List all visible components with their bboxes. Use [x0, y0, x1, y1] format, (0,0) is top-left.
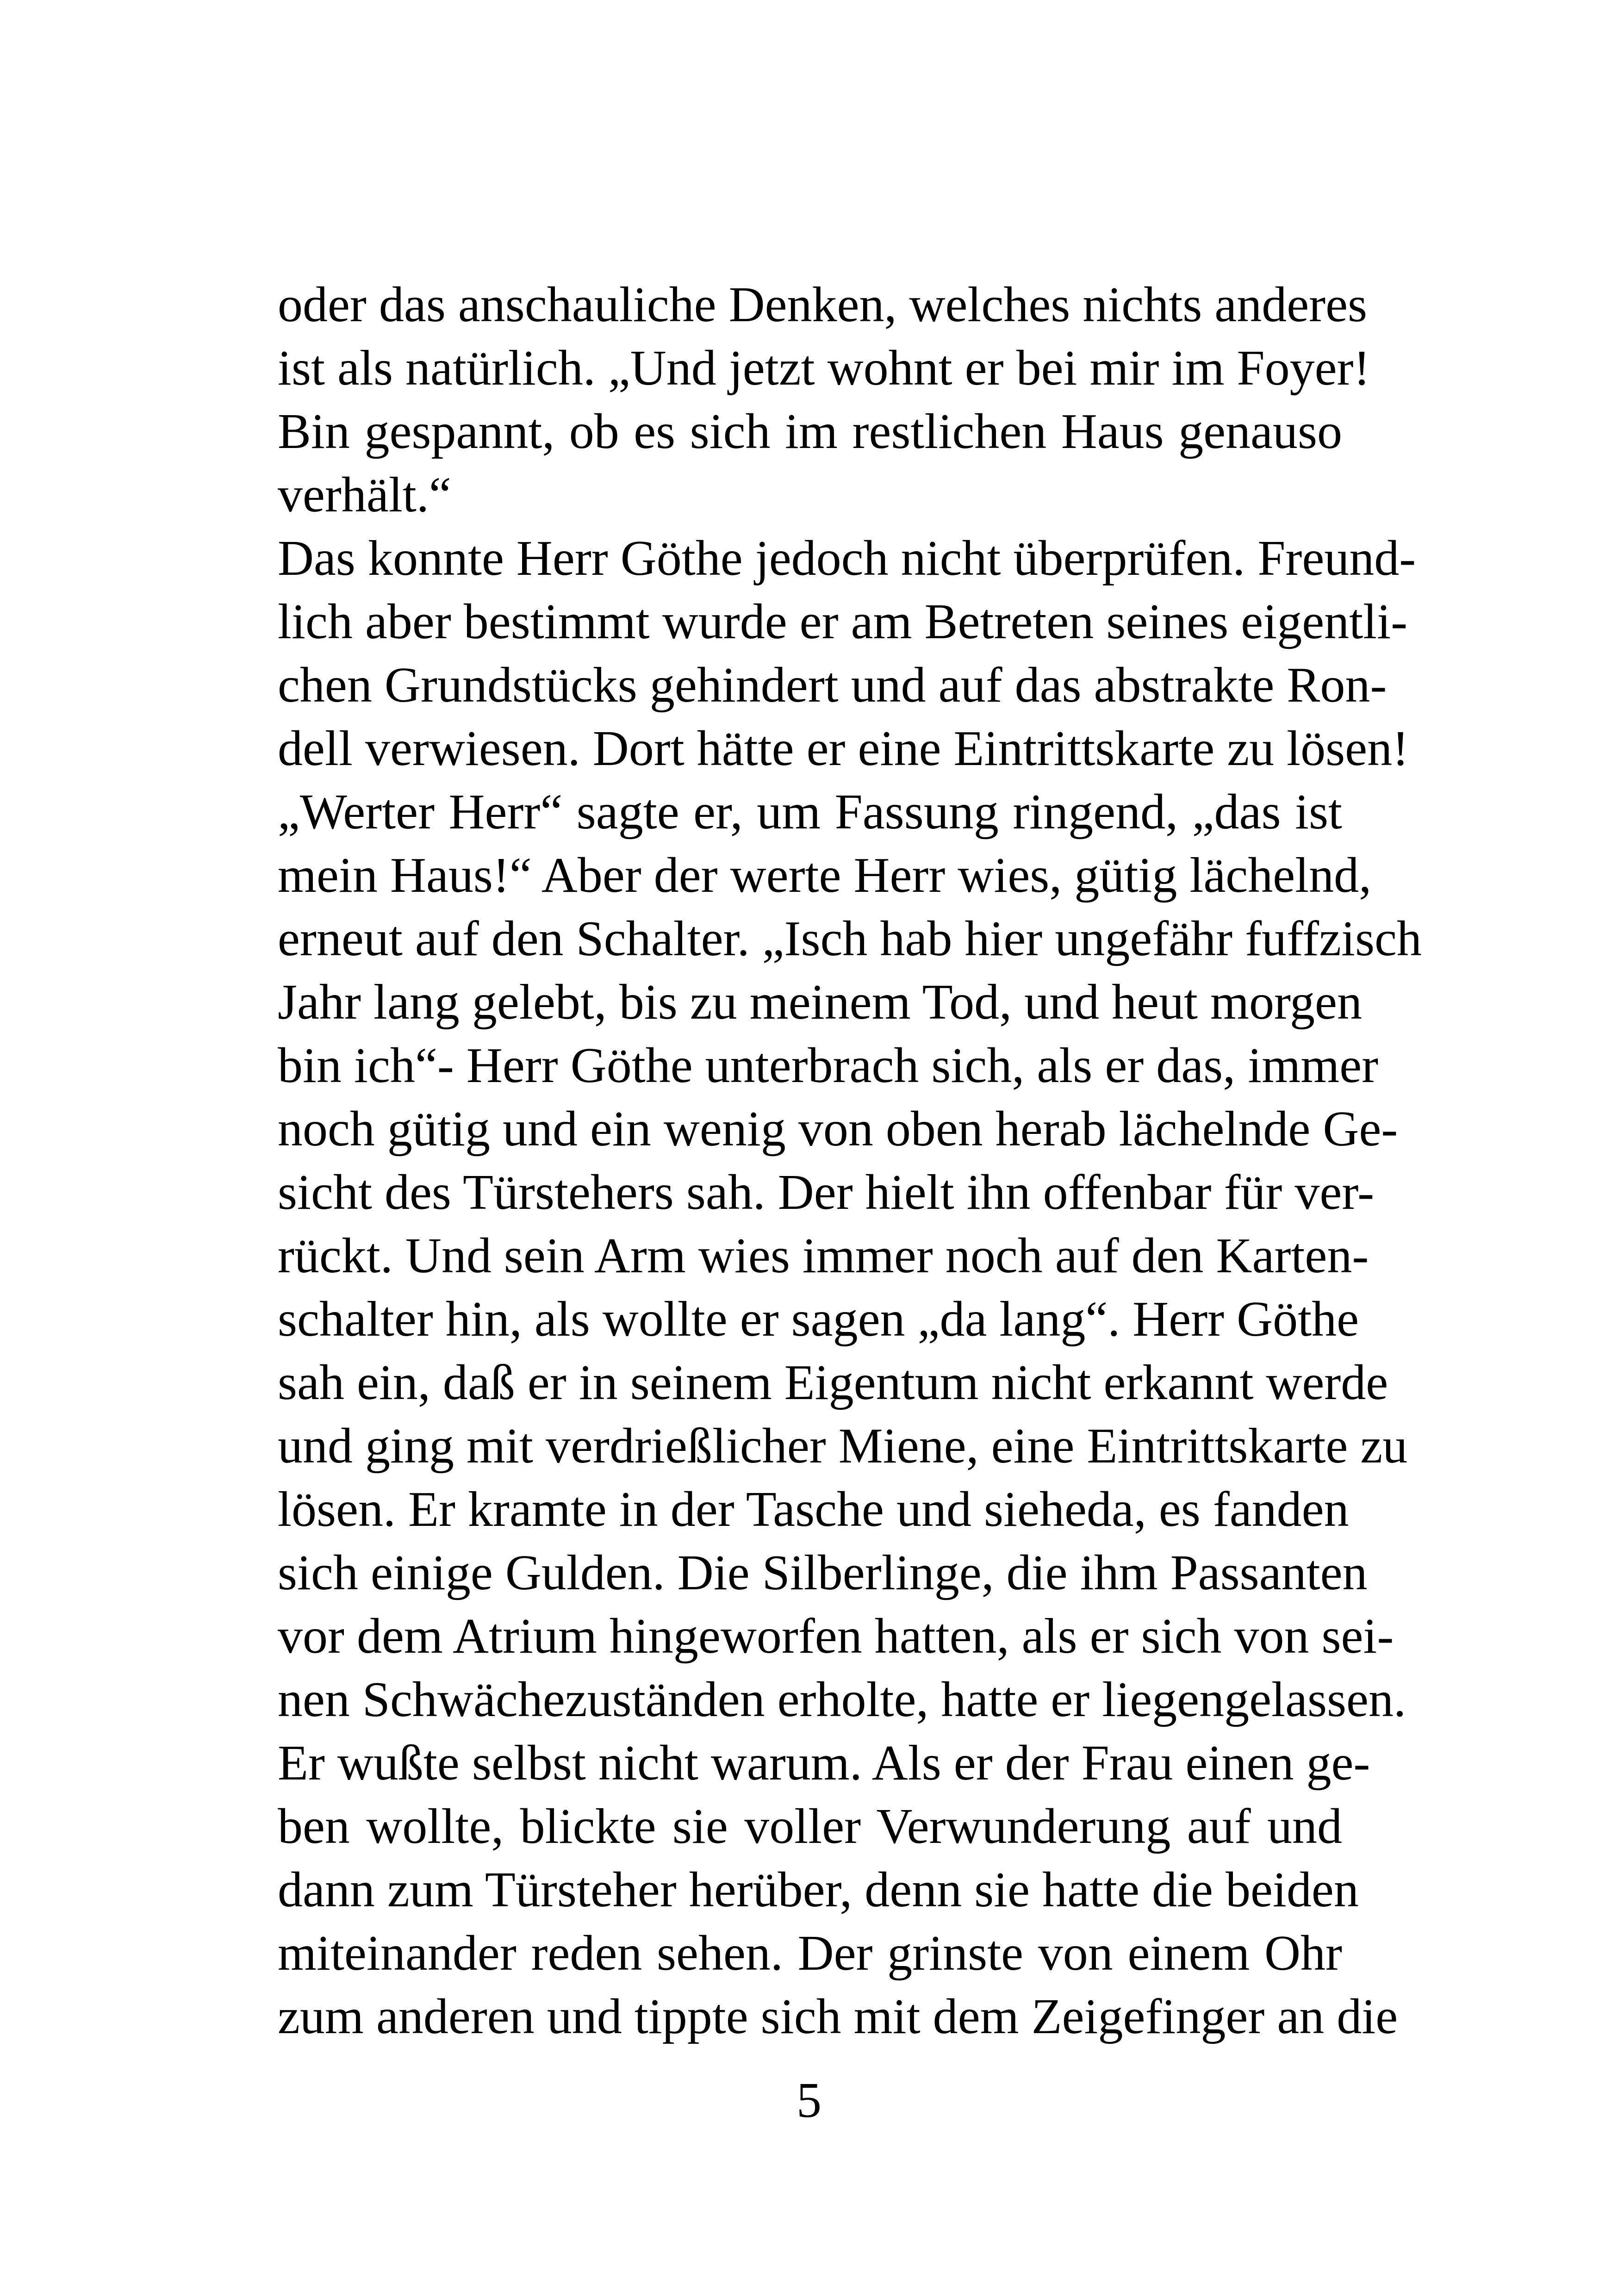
page-number: 5: [797, 2073, 821, 2128]
text-line: verhält.“: [278, 467, 451, 523]
text-line: Bin gespannt, ob es sich im restlichen Haus genauso: [278, 404, 1342, 459]
text-line: Er wußte selbst nicht warum. Als er der Frau einen ge-: [278, 1736, 1370, 1791]
text-line: lich aber bestimmt wurde er am Betreten seines eigentli-: [278, 594, 1408, 649]
text-line: Jahr lang gelebt, bis zu meinem Tod, und heut morgen: [278, 975, 1362, 1030]
text-line: noch gütig und ein wenig von oben herab lächelnde Ge-: [278, 1101, 1398, 1157]
text-line: dell verwiesen. Dort hätte er eine Eintrittskarte zu lösen!: [278, 721, 1409, 776]
text-line: schalter hin, als wollte er sagen „da lang“. Herr Göthe: [278, 1292, 1359, 1347]
text-line: bin ich“- Herr Göthe unterbrach sich, als er das, immer: [278, 1038, 1379, 1093]
text-line: oder das anschauliche Denken, welches nichts anderes: [278, 277, 1368, 332]
text-line: nen Schwächezuständen erholte, hatte er liegengelassen.: [278, 1672, 1406, 1727]
text-line: und ging mit verdrießlicher Miene, eine Eintrittskarte zu: [278, 1419, 1408, 1474]
text-line: chen Grundstücks gehindert und auf das abstrakte Ron-: [278, 658, 1387, 713]
text-line: zum anderen und tippte sich mit dem Zeigefinger an die: [278, 1989, 1398, 2044]
text-line: erneut auf den Schalter. „Isch hab hier ungefähr fuffzisch: [278, 911, 1422, 966]
text-line: Das konnte Herr Göthe jedoch nicht überprüfen. Freund-: [278, 531, 1416, 586]
text-line: vor dem Atrium hingeworfen hatten, als er sich von sei-: [278, 1609, 1394, 1664]
text-line: lösen. Er kramte in der Tasche und sieheda, es fanden: [278, 1482, 1349, 1537]
text-line: ist als natürlich. „Und jetzt wohnt er bei mir im Foyer!: [278, 341, 1370, 396]
text-line: rückt. Und sein Arm wies immer noch auf den Karten-: [278, 1228, 1369, 1283]
body-text: [278, 273, 1422, 2048]
text-line: mein Haus!“ Aber der werte Herr wies, gütig lächelnd,: [278, 848, 1372, 903]
text-line: „Werter Herr“ sagte er, um Fassung ringend, „das ist: [278, 784, 1342, 840]
text-line: miteinander reden sehen. Der grinste von einem Ohr: [278, 1926, 1342, 1981]
text-line: dann zum Türsteher herüber, denn sie hatte die beiden: [278, 1862, 1359, 1917]
text-line: ben wollte, blickte sie voller Verwunderung auf und: [278, 1799, 1342, 1854]
text-line: sich einige Gulden. Die Silberlinge, die ihm Passanten: [278, 1545, 1368, 1600]
text-line: sicht des Türstehers sah. Der hielt ihn offenbar für ver-: [278, 1165, 1375, 1220]
text-line: sah ein, daß er in seinem Eigentum nicht erkannt werde: [278, 1355, 1388, 1410]
